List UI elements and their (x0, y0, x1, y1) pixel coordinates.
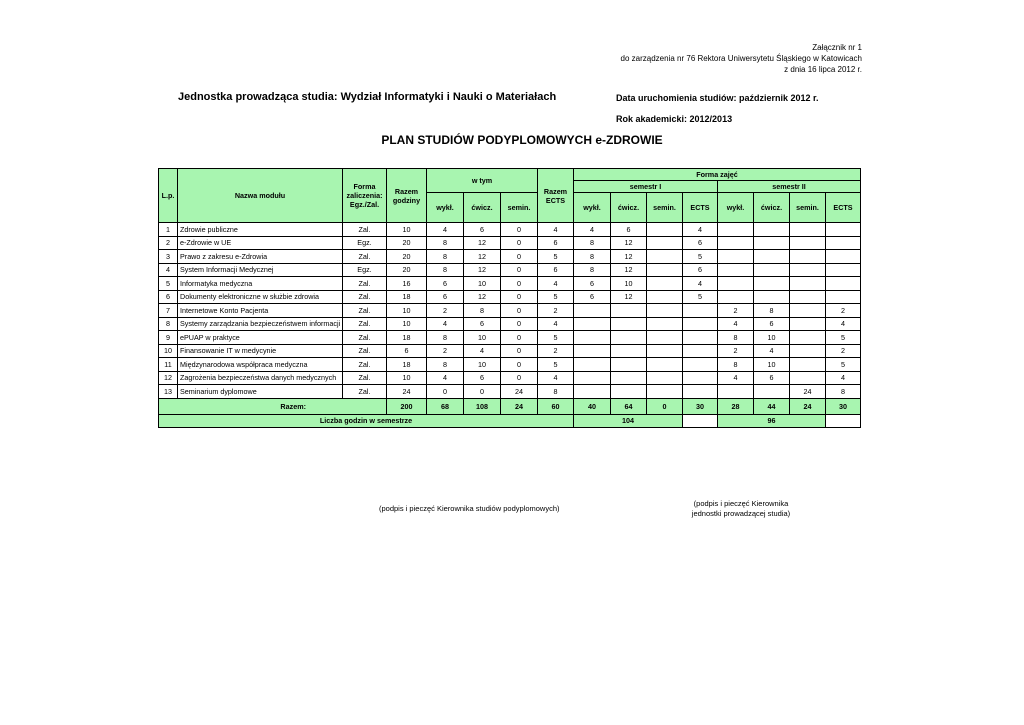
page-title: PLAN STUDIÓW PODYPLOMOWYCH e-ZDROWIE (381, 133, 663, 147)
module-name: Finansowanie IT w medycynie (178, 344, 343, 358)
row-form: Egz. (343, 236, 387, 250)
row-lp: 3 (159, 250, 178, 264)
row-hours: 20 (387, 250, 427, 264)
row-s1-cwicz: 12 (611, 263, 647, 277)
row-s1-wykl: 4 (574, 223, 611, 237)
row-lp: 4 (159, 263, 178, 277)
row-s1-ects: 6 (683, 236, 718, 250)
row-hours: 20 (387, 263, 427, 277)
sub-wykl-s1: wykł. (574, 193, 611, 223)
col-lp: L.p. (159, 169, 178, 223)
row-s2-cwicz: 4 (754, 344, 790, 358)
row-s2-cwicz (754, 236, 790, 250)
row-s1-semin (647, 250, 683, 264)
row-s1-semin (647, 344, 683, 358)
row-hours: 18 (387, 290, 427, 304)
row-s2-cwicz: 10 (754, 331, 790, 345)
row-semin: 0 (501, 236, 538, 250)
row-form: Zal. (343, 344, 387, 358)
row-s2-semin (790, 263, 826, 277)
row-s2-cwicz (754, 277, 790, 291)
row-s1-semin (647, 290, 683, 304)
semester-2-header: semestr II (718, 181, 861, 193)
row-s1-cwicz: 12 (611, 236, 647, 250)
row-form: Zal. (343, 331, 387, 345)
row-s2-ects: 4 (826, 371, 861, 385)
row-s2-wykl: 8 (718, 331, 754, 345)
row-s2-wykl: 2 (718, 344, 754, 358)
row-form: Zal. (343, 358, 387, 372)
row-semin: 0 (501, 358, 538, 372)
row-cwicz: 10 (464, 277, 501, 291)
row-s2-semin (790, 371, 826, 385)
row-s2-cwicz: 6 (754, 371, 790, 385)
totals-label: Razem: (159, 398, 387, 414)
module-name: Systemy zarządzania bezpieczeństwem informacji (178, 317, 343, 331)
col-form: Forma zaliczenia: Egz./Zal. (343, 169, 387, 223)
row-s1-wykl (574, 385, 611, 399)
row-s1-wykl: 6 (574, 290, 611, 304)
row-s2-cwicz (754, 223, 790, 237)
row-s2-cwicz (754, 385, 790, 399)
hatched-cell-s1 (683, 414, 718, 427)
row-form: Egz. (343, 263, 387, 277)
row-s1-cwicz: 10 (611, 277, 647, 291)
col-ects: Razem ECTS (538, 169, 574, 223)
row-form: Zal. (343, 277, 387, 291)
row-cwicz: 12 (464, 236, 501, 250)
row-hours: 10 (387, 317, 427, 331)
row-ects: 4 (538, 317, 574, 331)
row-s1-semin (647, 331, 683, 345)
row-form: Zal. (343, 304, 387, 318)
sub-ects-s1: ECTS (683, 193, 718, 223)
row-s2-semin (790, 331, 826, 345)
table-row (159, 250, 861, 264)
annex-note (621, 42, 862, 75)
row-form: Zal. (343, 317, 387, 331)
row-s2-ects (826, 223, 861, 237)
row-s2-semin (790, 223, 826, 237)
row-s2-wykl (718, 236, 754, 250)
row-lp: 2 (159, 236, 178, 250)
module-name: e-Zdrowie w UE (178, 236, 343, 250)
row-hours: 10 (387, 304, 427, 318)
row-ects: 5 (538, 250, 574, 264)
row-semin: 0 (501, 344, 538, 358)
row-semin: 0 (501, 263, 538, 277)
row-s1-semin (647, 317, 683, 331)
row-s2-wykl: 4 (718, 317, 754, 331)
row-s1-wykl: 8 (574, 250, 611, 264)
row-s1-cwicz (611, 331, 647, 345)
row-s1-cwicz (611, 371, 647, 385)
row-hours: 6 (387, 344, 427, 358)
table-row (159, 371, 861, 385)
table-row (159, 358, 861, 372)
row-wykl: 0 (427, 385, 464, 399)
row-s1-cwicz (611, 358, 647, 372)
row-wykl: 2 (427, 344, 464, 358)
row-s1-cwicz (611, 304, 647, 318)
start-date: Data uruchomienia studiów: październik 2012 r. (616, 93, 819, 103)
row-wykl: 8 (427, 263, 464, 277)
semester-hours-label: Liczba godzin w semestrze (159, 414, 574, 427)
row-cwicz: 10 (464, 358, 501, 372)
sub-semin-s2: semin. (790, 193, 826, 223)
row-s1-wykl (574, 371, 611, 385)
total-s2-ects: 30 (826, 398, 861, 414)
row-s1-wykl: 8 (574, 236, 611, 250)
row-s1-cwicz: 6 (611, 223, 647, 237)
row-s2-cwicz (754, 263, 790, 277)
row-s1-cwicz (611, 317, 647, 331)
row-ects: 4 (538, 223, 574, 237)
row-s1-wykl (574, 331, 611, 345)
annex-line-2: do zarządzenia nr 76 Rektora Uniwersytetu Śląskiego w Katowicach (620, 54, 862, 63)
row-s1-semin (647, 304, 683, 318)
total-s1-wykl: 40 (574, 398, 611, 414)
row-s1-semin (647, 277, 683, 291)
row-wykl: 6 (427, 277, 464, 291)
row-lp: 8 (159, 317, 178, 331)
module-name: Dokumenty elektroniczne w służbie zdrowia (178, 290, 343, 304)
signature-unit-head (686, 499, 796, 519)
row-s1-wykl (574, 304, 611, 318)
row-cwicz: 12 (464, 250, 501, 264)
row-s2-semin (790, 344, 826, 358)
row-semin: 0 (501, 317, 538, 331)
row-cwicz: 6 (464, 317, 501, 331)
row-hours: 16 (387, 277, 427, 291)
semester-2-hours: 96 (718, 414, 826, 427)
row-s1-ects: 5 (683, 290, 718, 304)
row-ects: 5 (538, 331, 574, 345)
table-row (159, 290, 861, 304)
row-ects: 5 (538, 358, 574, 372)
row-semin: 0 (501, 223, 538, 237)
row-form: Zal. (343, 385, 387, 399)
row-semin: 0 (501, 250, 538, 264)
row-s2-wykl: 2 (718, 304, 754, 318)
row-s2-ects: 5 (826, 358, 861, 372)
row-lp: 5 (159, 277, 178, 291)
row-hours: 24 (387, 385, 427, 399)
row-s2-wykl (718, 263, 754, 277)
row-wykl: 4 (427, 371, 464, 385)
row-lp: 13 (159, 385, 178, 399)
row-ects: 4 (538, 277, 574, 291)
row-s2-ects: 5 (826, 331, 861, 345)
row-s2-ects (826, 250, 861, 264)
table-row (159, 304, 861, 318)
row-s1-ects (683, 358, 718, 372)
row-s1-wykl (574, 358, 611, 372)
sub-cwicz-s1: ćwicz. (611, 193, 647, 223)
totals-row (159, 398, 861, 414)
row-s1-semin (647, 236, 683, 250)
table-row (159, 385, 861, 399)
sub-cwicz: ćwicz. (464, 193, 501, 223)
row-hours: 10 (387, 371, 427, 385)
row-s1-wykl (574, 344, 611, 358)
total-s1-cwicz: 64 (611, 398, 647, 414)
row-ects: 4 (538, 371, 574, 385)
row-s2-semin (790, 290, 826, 304)
row-hours: 10 (387, 223, 427, 237)
module-name: Międzynarodowa współpraca medyczna (178, 358, 343, 372)
col-wtym: w tym (427, 169, 538, 193)
col-name: Nazwa modułu (178, 169, 343, 223)
academic-year: Rok akademicki: 2012/2013 (616, 114, 733, 124)
signature-program-manager: (podpis i pieczęć Kierownika studiów podyplomowych) (379, 504, 560, 513)
total-s2-cwicz: 44 (754, 398, 790, 414)
sub-ects-s2: ECTS (826, 193, 861, 223)
row-ects: 8 (538, 385, 574, 399)
row-ects: 6 (538, 236, 574, 250)
row-s2-ects (826, 290, 861, 304)
module-name: ePUAP w praktyce (178, 331, 343, 345)
total-cwicz: 108 (464, 398, 501, 414)
module-name: Seminarium dyplomowe (178, 385, 343, 399)
row-s2-semin (790, 317, 826, 331)
table-row (159, 277, 861, 291)
table-row (159, 236, 861, 250)
row-lp: 9 (159, 331, 178, 345)
row-semin: 0 (501, 304, 538, 318)
row-s2-ects (826, 277, 861, 291)
row-s1-cwicz (611, 385, 647, 399)
module-name: Zdrowie publiczne (178, 223, 343, 237)
row-hours: 18 (387, 331, 427, 345)
row-s1-wykl (574, 317, 611, 331)
row-s2-semin (790, 250, 826, 264)
row-s2-ects: 4 (826, 317, 861, 331)
organizing-unit: Jednostka prowadząca studia: Wydział Informatyki i Nauki o Materiałach (178, 91, 557, 103)
col-hours: Razem godziny (387, 169, 427, 223)
row-form: Zal. (343, 250, 387, 264)
row-hours: 18 (387, 358, 427, 372)
table-row (159, 223, 861, 237)
row-semin: 24 (501, 385, 538, 399)
row-s2-wykl (718, 385, 754, 399)
total-ects: 60 (538, 398, 574, 414)
row-s2-cwicz (754, 290, 790, 304)
row-semin: 0 (501, 290, 538, 304)
total-s1-ects: 30 (683, 398, 718, 414)
row-cwicz: 8 (464, 304, 501, 318)
row-wykl: 8 (427, 331, 464, 345)
module-name: Zagrożenia bezpieczeństwa danych medycznych (178, 371, 343, 385)
row-form: Zal. (343, 290, 387, 304)
row-form: Zal. (343, 371, 387, 385)
row-s2-wykl (718, 223, 754, 237)
row-s1-cwicz: 12 (611, 290, 647, 304)
row-s2-cwicz: 6 (754, 317, 790, 331)
row-wykl: 4 (427, 223, 464, 237)
row-s2-ects (826, 236, 861, 250)
row-lp: 12 (159, 371, 178, 385)
row-cwicz: 6 (464, 223, 501, 237)
row-s1-wykl: 8 (574, 263, 611, 277)
sub-wykl-s2: wykł. (718, 193, 754, 223)
row-s2-cwicz: 10 (754, 358, 790, 372)
row-ects: 2 (538, 304, 574, 318)
row-s1-ects (683, 304, 718, 318)
semester-1-hours: 104 (574, 414, 683, 427)
row-s2-wykl (718, 290, 754, 304)
row-s2-wykl: 8 (718, 358, 754, 372)
row-lp: 11 (159, 358, 178, 372)
row-s2-cwicz (754, 250, 790, 264)
total-wykl: 68 (427, 398, 464, 414)
row-wykl: 8 (427, 250, 464, 264)
row-s1-cwicz: 12 (611, 250, 647, 264)
total-semin: 24 (501, 398, 538, 414)
row-s2-semin (790, 236, 826, 250)
col-forma-zajec: Forma zajęć (574, 169, 861, 181)
row-ects: 2 (538, 344, 574, 358)
row-lp: 1 (159, 223, 178, 237)
row-cwicz: 12 (464, 290, 501, 304)
row-wykl: 8 (427, 236, 464, 250)
total-s1-semin: 0 (647, 398, 683, 414)
row-s2-cwicz: 8 (754, 304, 790, 318)
total-hours: 200 (387, 398, 427, 414)
row-semin: 0 (501, 277, 538, 291)
row-ects: 6 (538, 263, 574, 277)
row-s2-ects: 8 (826, 385, 861, 399)
sub-cwicz-s2: ćwicz. (754, 193, 790, 223)
row-cwicz: 10 (464, 331, 501, 345)
total-s2-semin: 24 (790, 398, 826, 414)
row-s1-ects (683, 317, 718, 331)
row-lp: 6 (159, 290, 178, 304)
row-s1-semin (647, 371, 683, 385)
row-cwicz: 0 (464, 385, 501, 399)
sub-wykl: wykł. (427, 193, 464, 223)
row-s1-cwicz (611, 344, 647, 358)
row-form: Zal. (343, 223, 387, 237)
row-wykl: 2 (427, 304, 464, 318)
row-s2-ects: 2 (826, 304, 861, 318)
row-s1-wykl: 6 (574, 277, 611, 291)
row-wykl: 4 (427, 317, 464, 331)
row-s2-semin (790, 304, 826, 318)
semester-1-header: semestr I (574, 181, 718, 193)
row-hours: 20 (387, 236, 427, 250)
module-name: Informatyka medyczna (178, 277, 343, 291)
row-wykl: 6 (427, 290, 464, 304)
table-row (159, 317, 861, 331)
row-ects: 5 (538, 290, 574, 304)
annex-line-1: Załącznik nr 1 (812, 43, 862, 52)
row-cwicz: 6 (464, 371, 501, 385)
hatched-cell-s2 (826, 414, 861, 427)
study-plan-table (158, 168, 861, 428)
total-s2-wykl: 28 (718, 398, 754, 414)
row-s2-ects: 2 (826, 344, 861, 358)
row-s1-ects (683, 331, 718, 345)
signature-unit-head-line-1: (podpis i pieczęć Kierownika (693, 499, 789, 508)
row-s1-ects: 4 (683, 277, 718, 291)
row-semin: 0 (501, 371, 538, 385)
row-cwicz: 12 (464, 263, 501, 277)
row-s2-semin (790, 358, 826, 372)
table-row (159, 331, 861, 345)
table-row (159, 263, 861, 277)
table-row (159, 344, 861, 358)
row-s2-wykl: 4 (718, 371, 754, 385)
row-s1-semin (647, 223, 683, 237)
row-s2-semin: 24 (790, 385, 826, 399)
row-s1-ects: 6 (683, 263, 718, 277)
row-s2-wykl (718, 250, 754, 264)
annex-line-3: z dnia 16 lipca 2012 r. (784, 65, 862, 74)
row-semin: 0 (501, 331, 538, 345)
row-s2-ects (826, 263, 861, 277)
module-name: System Informacji Medycznej (178, 263, 343, 277)
row-s2-wykl (718, 277, 754, 291)
row-s1-semin (647, 263, 683, 277)
sub-semin-s1: semin. (647, 193, 683, 223)
row-lp: 10 (159, 344, 178, 358)
row-s1-ects: 4 (683, 223, 718, 237)
semester-hours-row (159, 414, 861, 427)
row-s1-semin (647, 358, 683, 372)
row-s1-ects (683, 371, 718, 385)
row-s1-semin (647, 385, 683, 399)
row-s1-ects (683, 344, 718, 358)
row-s2-semin (790, 277, 826, 291)
row-lp: 7 (159, 304, 178, 318)
row-s1-ects: 5 (683, 250, 718, 264)
sub-semin: semin. (501, 193, 538, 223)
row-wykl: 8 (427, 358, 464, 372)
module-name: Prawo z zakresu e-Zdrowia (178, 250, 343, 264)
module-name: Internetowe Konto Pacjenta (178, 304, 343, 318)
signature-unit-head-line-2: jednostki prowadzącej studia) (691, 509, 791, 518)
row-s1-ects (683, 385, 718, 399)
row-cwicz: 4 (464, 344, 501, 358)
